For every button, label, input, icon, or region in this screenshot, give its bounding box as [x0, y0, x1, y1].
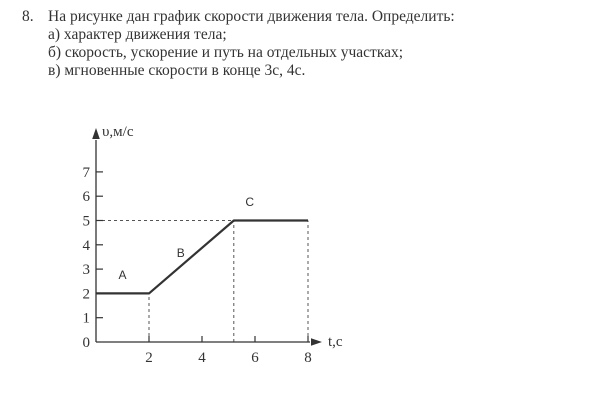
series-line-0 [96, 221, 308, 294]
segment-label-a: A [118, 267, 127, 282]
x-tick-label-4: 4 [198, 350, 206, 366]
x-tick-label-2: 2 [145, 350, 153, 366]
problem-question: На рисунке дан график скорости движения тела. Определить: [48, 8, 455, 25]
y-tick-label-0: 0 [82, 335, 90, 351]
y-tick-label-5: 5 [82, 213, 90, 230]
y-tick-label-3: 3 [82, 262, 90, 279]
y-tick-label-6: 6 [82, 189, 90, 206]
ticks [83, 165, 312, 366]
segment-label-b: B [176, 245, 185, 260]
problem-item-c: в) мгновенные скорости в конце 3с, 4с. [48, 62, 306, 79]
y-axis-label: υ,м/с [102, 124, 134, 140]
dashed-guides [96, 221, 308, 343]
y-tick-label-1: 1 [82, 310, 90, 327]
y-axis-arrow [92, 128, 100, 139]
y-tick-label-7: 7 [82, 164, 90, 181]
segment-label-c: C [245, 194, 255, 209]
y-tick-label-2: 2 [82, 286, 90, 303]
problem-item-a: а) характер движения тела; [48, 26, 227, 43]
x-axis-label: t,c [328, 334, 343, 350]
problem-item-b: б) скорость, ускорение и путь на отдельных участках; [48, 44, 404, 61]
axes [92, 128, 322, 346]
problem-number: 8. [22, 8, 34, 25]
x-axis-arrow [311, 338, 322, 346]
y-tick-label-4: 4 [82, 237, 90, 254]
x-tick-label-8: 8 [304, 350, 312, 366]
series [96, 221, 308, 294]
x-tick-label-6: 6 [251, 350, 259, 366]
